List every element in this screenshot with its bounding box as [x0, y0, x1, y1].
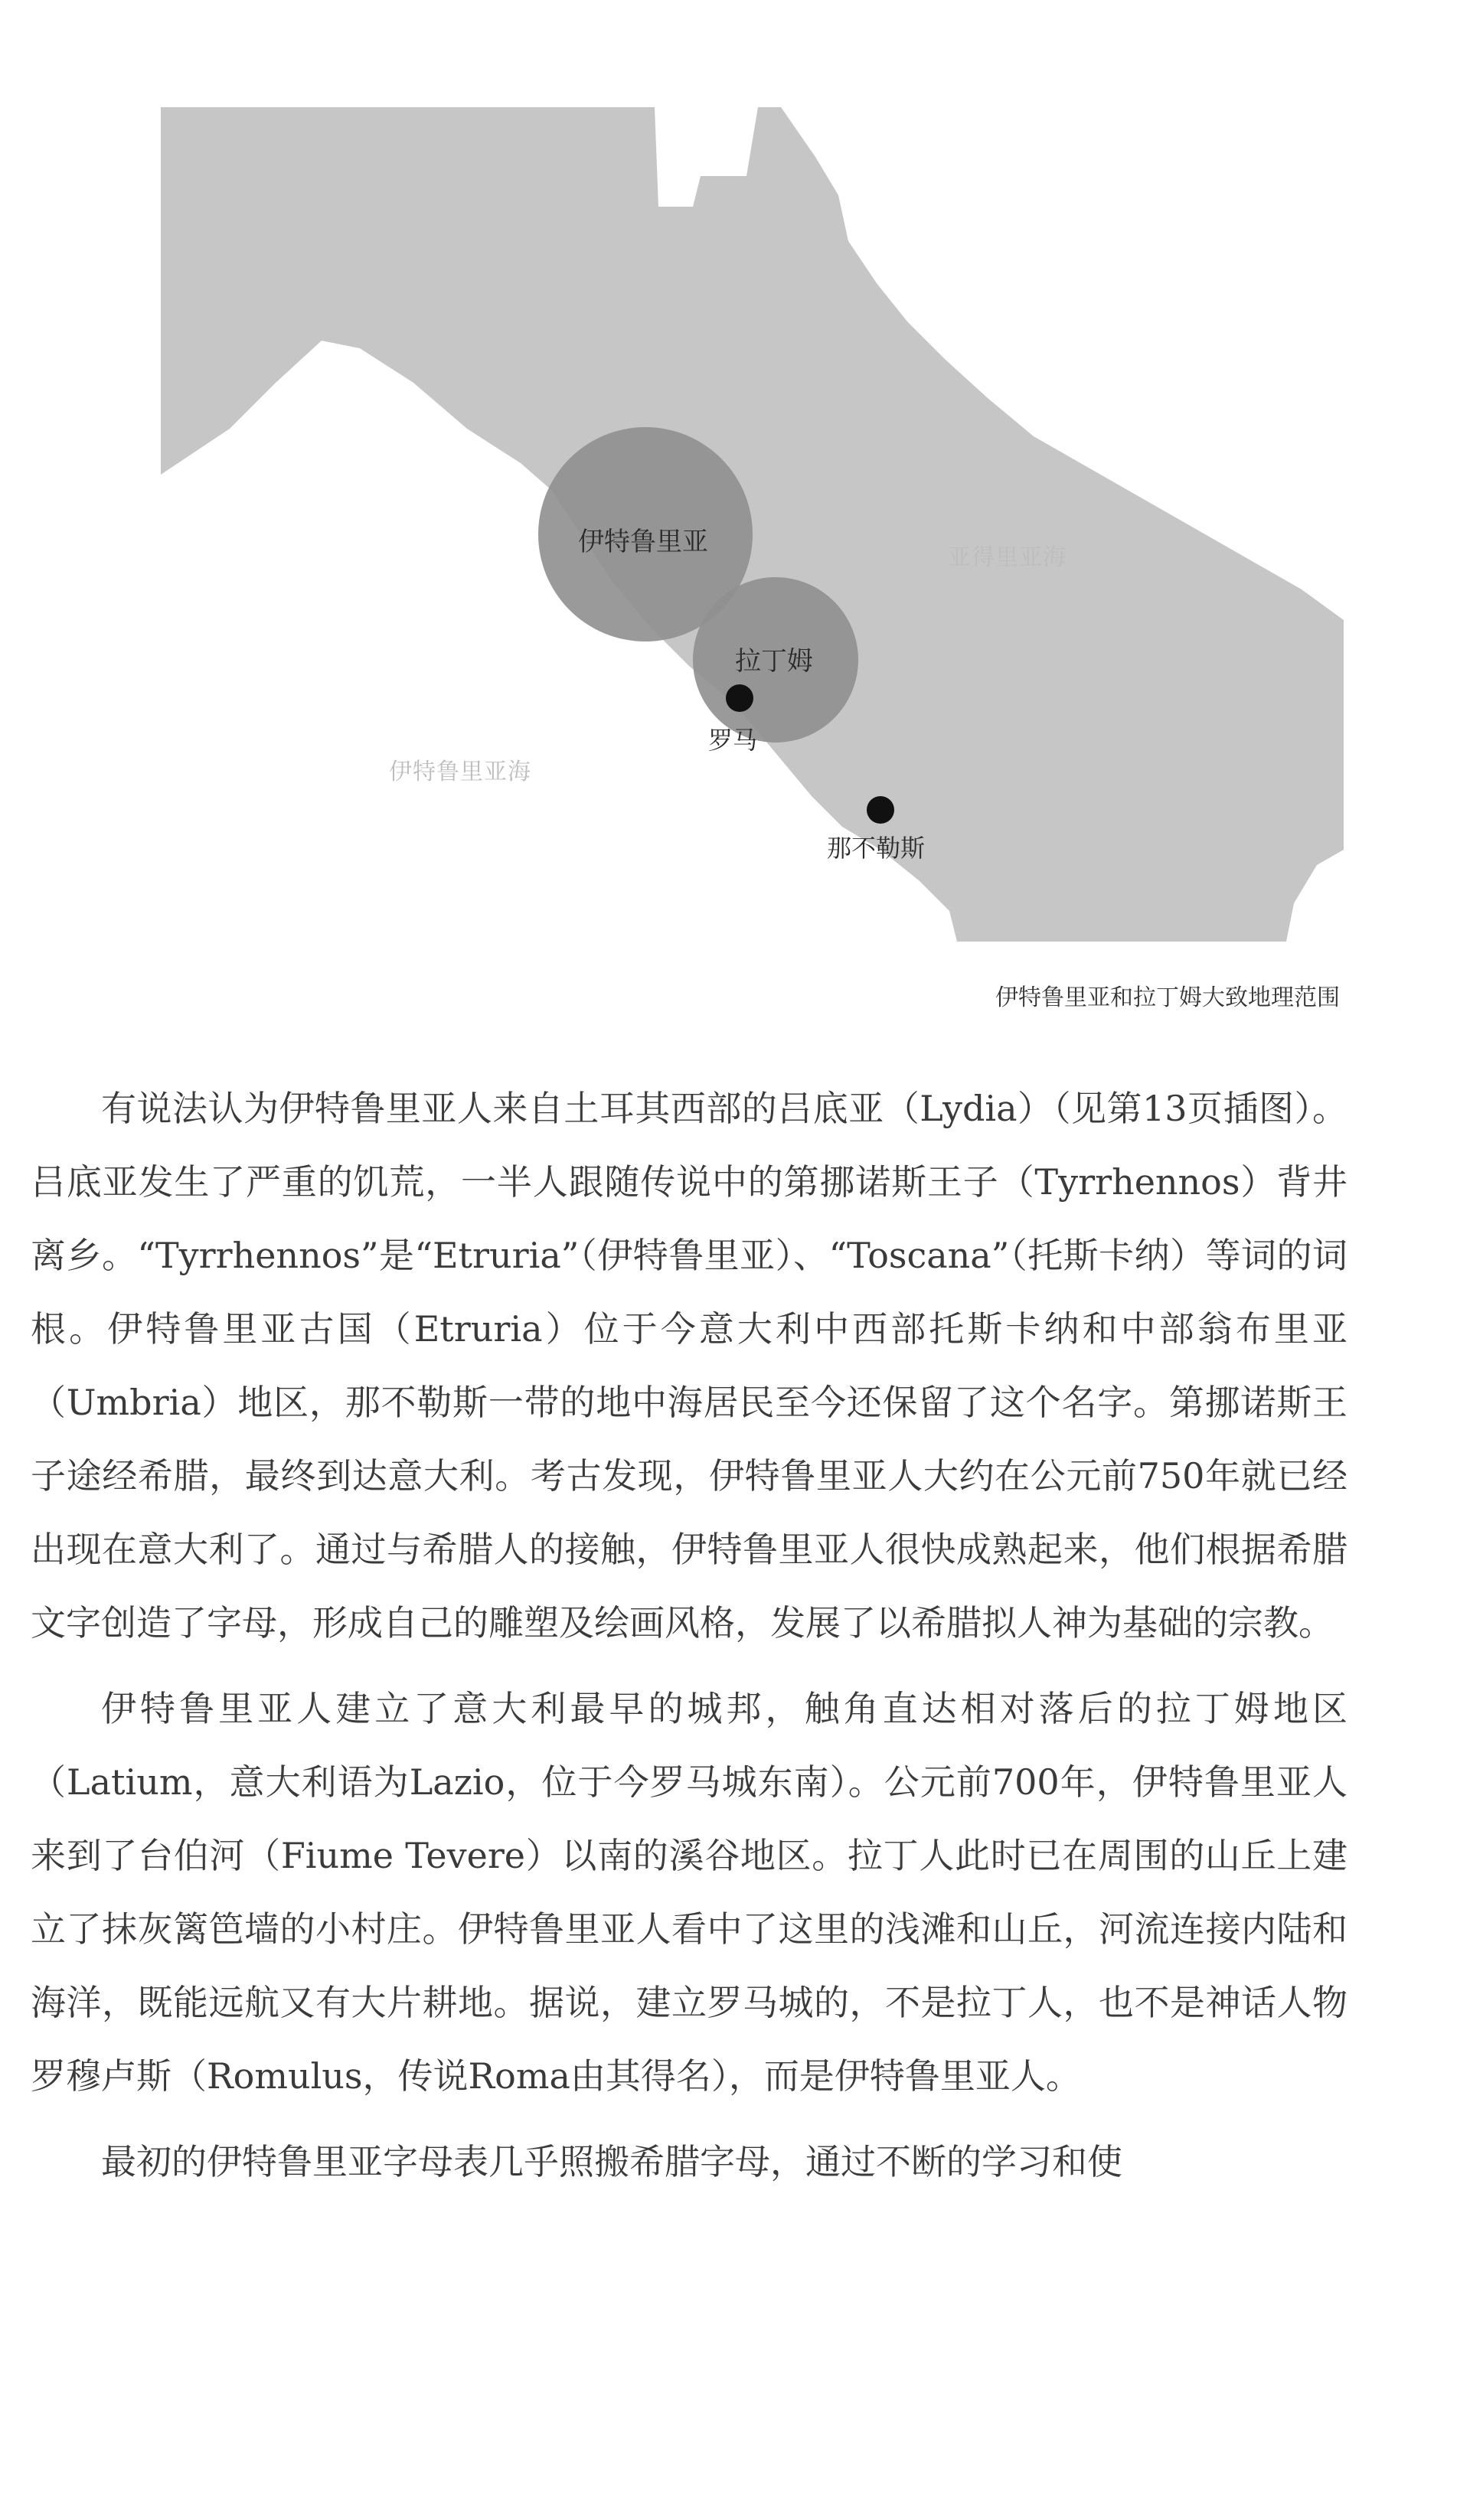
label-latium: 拉丁姆 — [735, 646, 813, 677]
label-adriatic-sea: 亚得里亚海 — [948, 544, 1067, 571]
label-naples: 那不勒斯 — [827, 834, 926, 863]
label-rome: 罗马 — [708, 726, 758, 755]
body-text — [31, 1072, 1348, 2198]
italy-map — [0, 0, 1470, 1026]
paragraph: 最初的伊特鲁里亚字母表几乎照搬希腊字母，通过不断的学习和使 — [101, 2141, 1122, 2182]
rome-dot — [726, 684, 753, 712]
naples-dot — [867, 796, 894, 824]
label-tyrrhenian-sea: 伊特鲁里亚海 — [389, 759, 531, 785]
paragraph: 有说法认为伊特鲁里亚人来自土耳其西部的吕底亚（Lydia）（见第13页插图）。吕底亚发生了严重的饥荒，一半人跟随传说中的第挪诺斯王子（Tyrrhennos）背井离乡。“Tyrrhennos”是“Etruria”（伊特鲁里亚）、“Toscana”（托斯卡纳）等词的词根。伊特鲁里亚古国（Etruria）位于今意大利中西部托斯卡纳和中部翁布里亚（Umbria）地区，那不勒斯一带的地中海居民至今还保留了这个名字。第挪诺斯王子途经希腊，最终到达意大利。考古发现，伊特鲁里亚人大约在公元前750年就已经出现在意大利了。通过与希腊人的接触，伊特鲁里亚人很快成熟起来，他们根据希腊文字创造了字母，形成自己的雕塑及绘画风格，发展了以希腊拟人神为基础的宗教。 — [31, 1088, 1348, 1644]
figure-caption: 伊特鲁里亚和拉丁姆大致地理范围 — [995, 984, 1340, 1011]
paragraph: 伊特鲁里亚人建立了意大利最早的城邦，触角直达相对落后的拉丁姆地区（Latium，意大利语为Lazio，位于今罗马城东南）。公元前700年，伊特鲁里亚人来到了台伯河（Fiume Tevere）以南的溪谷地区。拉丁人此时已在周围的山丘上建立了抹灰篱笆墙的小村庄。伊特鲁里亚人看中了这里的浅滩和山丘，河流连接内陆和海洋，既能远航又有大片耕地。据说，建立罗马城的，不是拉丁人，也不是神话人物罗穆卢斯（Romulus，传说Roma由其得名），而是伊特鲁里亚人。 — [31, 1688, 1348, 2097]
map-figure — [0, 0, 1470, 1026]
label-etruria: 伊特鲁里亚 — [578, 527, 708, 557]
